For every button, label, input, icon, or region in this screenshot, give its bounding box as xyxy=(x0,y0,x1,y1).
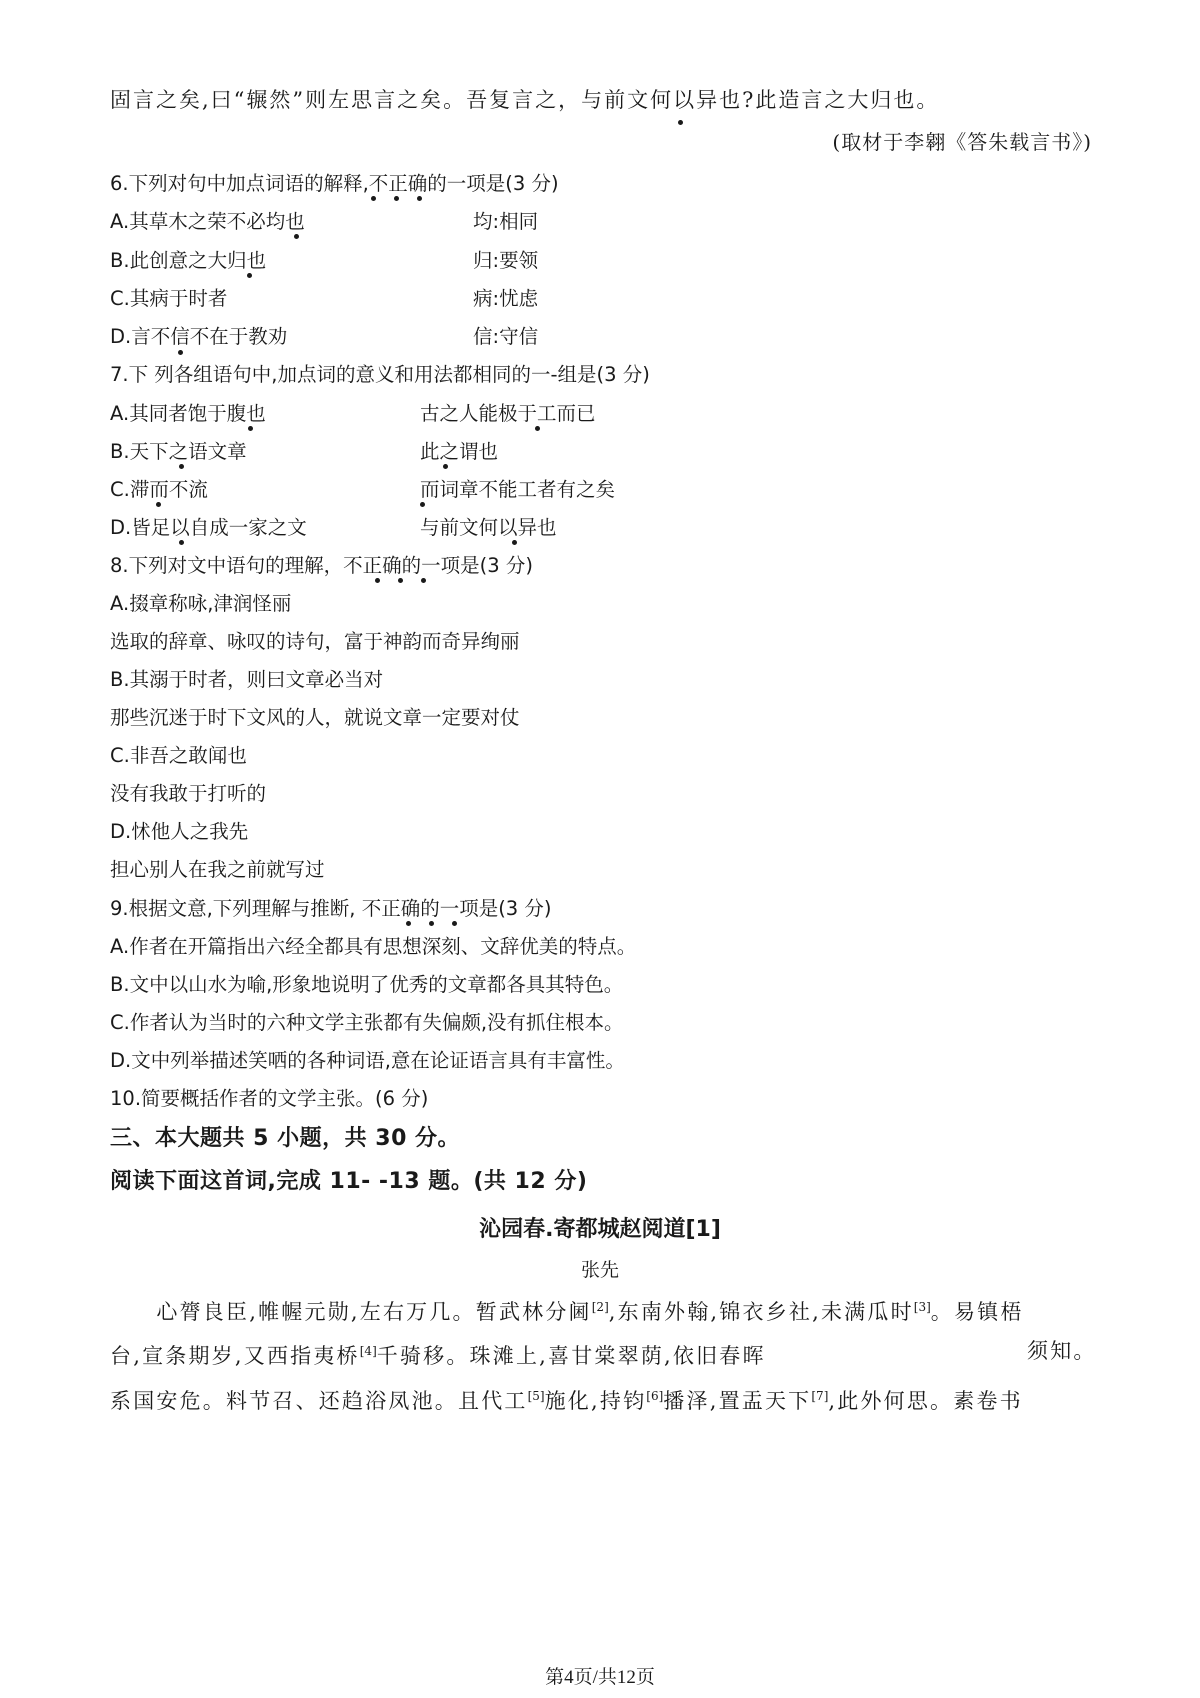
poem-author: 张先 xyxy=(580,1259,619,1281)
page-number: 第4页/共12页 xyxy=(545,1667,655,1688)
q6-option-b: B.此创意之大归也 xyxy=(110,249,267,272)
emphasis-dot xyxy=(371,196,376,201)
emphasis-dot xyxy=(420,502,425,507)
q6-option-d: D.言不信不在于教劝 xyxy=(110,325,288,348)
section-instruction: 阅读下面这首词,完成 11- -13 题。(共 12 分) xyxy=(110,1169,588,1194)
footnote-ref: [2] xyxy=(591,1300,609,1314)
q6-option-c-gloss: 病:忧虑 xyxy=(473,287,539,310)
footnote-ref: [5] xyxy=(527,1389,545,1403)
emphasis-dot xyxy=(406,921,411,926)
emphasis-dot xyxy=(678,120,683,125)
poem-text: 千骑移。珠滩上,喜甘棠翠荫,依旧春晖 xyxy=(376,1344,766,1368)
poem-text: ,东南外翰,锦衣乡社,未满瓜时 xyxy=(608,1300,914,1324)
q6-option-d-gloss: 信:守信 xyxy=(473,325,539,348)
section-heading: 三、本大题共 5 小题，共 30 分。 xyxy=(110,1126,461,1151)
q7-option-c-right: 而词章不能工者有之矣 xyxy=(420,478,616,501)
q8-item: A.掇章称咏,津润怪丽 xyxy=(110,592,292,615)
question-10-stem: 10.简要概括作者的文学主张。(6 分) xyxy=(110,1087,429,1110)
question-7-stem: 7.下 列各组语句中,加点词的意义和用法都相同的一-组是(3 分) xyxy=(110,363,650,386)
emphasis-dot xyxy=(156,502,161,507)
question-9-stem: 9.根据文意,下列理解与推断, 不正确的一项是(3 分) xyxy=(110,897,552,920)
q6-option-a: A.其草木之荣不必均也 xyxy=(110,210,305,233)
q7-option-a-right: 古之人能极于工而已 xyxy=(420,402,596,425)
q8-item: B.其溺于时者，则曰文章必当对 xyxy=(110,668,384,691)
q9-option: C.作者认为当时的六种文学主张都有失偏颇,没有抓住根本。 xyxy=(110,1011,624,1034)
q6-option-b-gloss: 归:要领 xyxy=(473,249,539,272)
emphasis-dot xyxy=(512,540,517,545)
question-6-stem: 6.下列对句中加点词语的解释,不正确的一项是(3 分) xyxy=(110,172,559,195)
q8-item: 没有我敢于打听的 xyxy=(110,782,267,805)
emphasis-dot xyxy=(247,273,252,278)
q7-option-c-left: C.滞而不流 xyxy=(110,478,208,501)
poem-line-2-end: 须知。 xyxy=(1027,1339,1097,1363)
q7-option-d-left: D.皆足以自成一家之文 xyxy=(110,516,307,539)
q7-option-b-left: B.天下之语文章 xyxy=(110,440,247,463)
emphasis-dot xyxy=(375,578,380,583)
emphasis-dot xyxy=(294,234,299,239)
poem-line-2 xyxy=(110,1337,766,1370)
footnote-ref: [7] xyxy=(811,1389,829,1403)
q6-option-c: C.其病于时者 xyxy=(110,287,228,310)
footnote-ref: [3] xyxy=(913,1300,931,1314)
q9-option: A.作者在开篇指出六经全都具有思想深刻、文辞优美的特点。 xyxy=(110,935,637,958)
poem-text: 心膂良臣,帷幄元勋,左右万几。暂武林分阃 xyxy=(110,1300,592,1324)
footnote-ref: [6] xyxy=(646,1389,664,1403)
q9-option: B.文中以山水为喻,形象地说明了优秀的文章都各具其特色。 xyxy=(110,973,624,996)
emphasis-dot xyxy=(179,540,184,545)
poem-text: 。易镇梧 xyxy=(930,1300,1024,1324)
q8-item: D.怵他人之我先 xyxy=(110,820,249,843)
emphasis-dot xyxy=(248,426,253,431)
poem-title: 沁园春.寄都城赵阅道[1] xyxy=(479,1217,721,1242)
passage-line: 固言之矣,曰“辗然”则左思言之矣。吾复言之，与前文何以异也?此造言之大归也。 xyxy=(110,88,940,112)
poem-text: 台,宣条期岁,又西指夷桥 xyxy=(110,1344,360,1368)
q8-item: C.非吾之敢闻也 xyxy=(110,744,247,767)
passage-source: (取材于李翱《答朱载言书》) xyxy=(832,130,1092,154)
emphasis-dot xyxy=(179,464,184,469)
question-8-stem: 8.下列对文中语句的理解，不正确的一项是(3 分) xyxy=(110,554,533,577)
q7-option-a-left: A.其同者饱于腹也 xyxy=(110,402,266,425)
emphasis-dot xyxy=(178,350,183,355)
q8-item: 选取的辞章、咏叹的诗句，富于神韵而奇异绚丽 xyxy=(110,630,520,653)
q8-item: 担心别人在我之前就写过 xyxy=(110,858,325,881)
q8-item: 那些沉迷于时下文风的人，就说文章一定要对仗 xyxy=(110,706,520,729)
poem-text: 播泽,置盂天下 xyxy=(663,1389,812,1413)
emphasis-dot xyxy=(452,921,457,926)
emphasis-dot xyxy=(394,196,399,201)
q6-option-a-gloss: 均:相同 xyxy=(473,210,539,233)
poem-text: ,此外何思。素卷书 xyxy=(828,1389,1023,1413)
emphasis-dot xyxy=(417,196,422,201)
q7-option-d-right: 与前文何以异也 xyxy=(420,516,557,539)
emphasis-dot xyxy=(535,426,540,431)
emphasis-dot xyxy=(429,921,434,926)
footnote-ref: [4] xyxy=(359,1344,377,1358)
q7-option-b-right: 此之谓也 xyxy=(420,440,499,463)
poem-line-1 xyxy=(110,1293,1024,1326)
emphasis-dot xyxy=(443,464,448,469)
poem-text: 系国安危。料节召、还趋浴凤池。且代工 xyxy=(110,1389,528,1413)
poem-text: 施化,持钧 xyxy=(544,1389,647,1413)
poem-line-3 xyxy=(110,1382,1023,1415)
emphasis-dot xyxy=(421,578,426,583)
emphasis-dot xyxy=(398,578,403,583)
q9-option: D.文中列举描述笑哂的各种词语,意在论证语言具有丰富性。 xyxy=(110,1049,625,1072)
